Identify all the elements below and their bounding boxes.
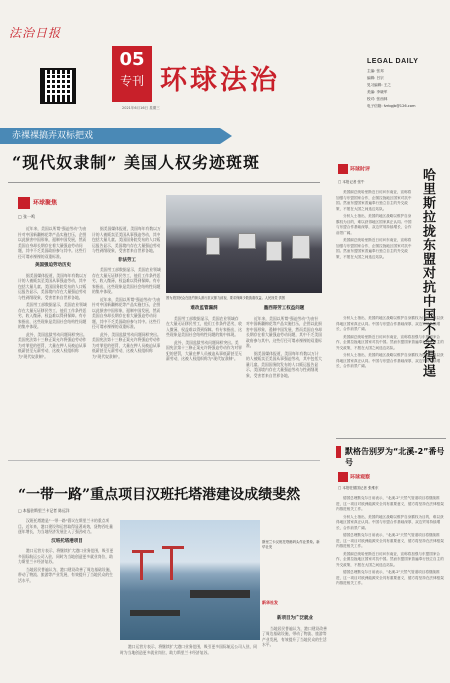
second-subhead: 汉班托塔港项目 bbox=[51, 538, 83, 544]
body-paragraph: 德国总理默克尔日前表示，"北溪-2"天然气管道项目将继续推进，这一项目对欧洲能源安全具有重要意义，德方将坚持在法律框架内推进相关工作。 bbox=[336, 570, 444, 585]
divider bbox=[8, 460, 320, 461]
divider bbox=[8, 182, 320, 183]
crane-shape bbox=[162, 546, 184, 549]
divider bbox=[336, 438, 446, 439]
commentary-text bbox=[336, 190, 414, 310]
body-paragraph: 据美国媒体报道，美国每年有数以万计的人被贩卖至美国从事强迫劳动，其中包括大量儿童。美国国务院发布的人口贩运报告显示，美国境内存在大量强迫劳动与性剥削现象，受害者来自世界各地。 bbox=[246, 350, 322, 378]
brief-text bbox=[336, 496, 446, 678]
staff-line: 编辑: 吕宗 bbox=[367, 76, 384, 80]
issue-badge bbox=[112, 46, 152, 102]
second-byline: □ 本报驻斯里兰卡记者 陈远洋 bbox=[18, 508, 70, 513]
masthead bbox=[0, 0, 450, 124]
crane-shape bbox=[170, 546, 173, 580]
brief-column-name bbox=[338, 472, 370, 482]
protest-sign bbox=[266, 241, 282, 261]
second-column-2 bbox=[120, 644, 260, 680]
brief-byline: □ 本报驻德国记者 张维东 bbox=[338, 486, 379, 490]
photo-caption: 图为美国民众在纽约街头游行抗议暴力歧视，要求保障少数族裔权益。人民视觉 供图 bbox=[166, 296, 285, 300]
body-paragraph: 分析人士指出，美国的地区战略以维护自身霸权为目的，难以获得地区国家真正认同。中国与东盟合作基础深厚，双边贸易持续增长，合作前景广阔。 bbox=[336, 214, 412, 235]
body-paragraph: 德国总理默克尔日前表示，"北溪-2"天然气管道项目将继续推进，这一项目对欧洲能源安全具有重要意义，德方将坚持在法律框架内推进相关工作。 bbox=[336, 533, 444, 548]
body-paragraph: 美国劳工部数据显示，美国农业领域存在大量无证移民劳工，他们工作条件恶劣，收入微薄，权益难以得到保障。有专家指出，这些现象是美国社会结构性问题的集中体现。 bbox=[92, 267, 161, 294]
body-paragraph: 分析人士指出，美国的地区战略以维护自身霸权为目的，难以获得地区国家真正认同。中国与东盟合作基础深厚，双边贸易持续增长，合作前景广阔。 bbox=[336, 353, 444, 368]
port-photo bbox=[120, 520, 260, 640]
lead-kicker: 赤裸裸搞弄双标把戏 bbox=[0, 128, 220, 144]
second-headline: “一带一路”重点项目汉班托塔港建设成绩斐然 bbox=[18, 487, 301, 503]
lead-column-2 bbox=[92, 226, 162, 476]
body-paragraph: 美国劳工部数据显示，美国农业领域存在大量无证移民劳工，他们工作条件恶劣，收入微薄，权益难以得到保障。有专家指出，这些现象是美国社会结构性问题的集中体现。 bbox=[18, 302, 87, 329]
issue-type: 专刊 bbox=[119, 74, 144, 88]
commentary-headline: 哈里斯拉拢东盟对抗中国不会得逞 bbox=[420, 168, 435, 378]
body-paragraph: 美国副总统哈里斯近日访问东南亚，宣称将加强与东盟国家合作，企图拉拢地区国家对抗中国。然而东盟国家普遍奉行独立自主的外交政策，不愿在大国之间选边站队。 bbox=[336, 238, 412, 259]
staff-line: 主编: 张邦 bbox=[367, 69, 384, 73]
body-paragraph: 美国副总统哈里斯近日访问东南亚，宣称将加强与东盟国家合作，企图拉拢地区国家对抗中国。然而东盟国家普遍奉行独立自主的外交政策，不愿在大国之间选边站队。 bbox=[336, 551, 444, 567]
body-paragraph: 此外，美国监狱劳动问题同样突出。美国宪法第十三修正案允许将强迫劳动作为对罪犯的惩罚，大量在押人员被迫从事低薪甚至无薪劳动，这被人权组织称为"现代奴隶制"。 bbox=[166, 339, 242, 361]
body-paragraph: 美国副总统哈里斯近日访问东南亚，宣称将加强与东盟国家合作，企图拉拢地区国家对抗中国。然而东盟国家普遍奉行独立自主的外交政策，不愿在大国之间选边站队。 bbox=[336, 334, 444, 350]
body-paragraph: 分析人士指出，美国的地区战略以维护自身霸权为目的，难以获得地区国家真正认同。中国与东盟合作基础深厚，双边贸易持续增长，合作前景广阔。 bbox=[336, 514, 444, 530]
protest-sign bbox=[238, 233, 256, 249]
column-mark-icon bbox=[338, 164, 348, 174]
staff-line: 校对: 张西林 bbox=[367, 97, 388, 101]
photo-credit: 新华社发 bbox=[262, 600, 278, 605]
body-paragraph: 德国总理默克尔日前表示，"北溪-2"天然气管道项目将继续推进，这一项目对欧洲能源安全具有重要意义，德方将坚持在法律框架内推进相关工作。 bbox=[336, 496, 444, 511]
protest-sign bbox=[292, 235, 310, 259]
column-name-text: 环球时评 bbox=[350, 166, 371, 173]
lead-subhead: 非法劳工 bbox=[118, 257, 136, 263]
lead-subhead: 美国强迫劳动历史 bbox=[35, 263, 71, 268]
body-paragraph: 近年来，美国以所谓"强迫劳动"为由针对中国新疆棉花等产品实施打压，企图以此损害中国形象，遏制中国发展，然而美国自身却长期存在着大量强迫劳动问题，其中不乏美国政府参与其中。这些行径可谓赤裸裸的双重标准。 bbox=[18, 226, 87, 259]
lead-column-name bbox=[18, 197, 57, 209]
second-column-1 bbox=[18, 518, 116, 678]
body-paragraph: 近年来，美国以所谓"强迫劳动"为由针对中国新疆棉花等产品实施打压，企图以此损害中国形象，遏制中国发展，然而美国自身却长期存在着大量强迫劳动问题，其中不乏美国政府参与其中。这些行径可谓赤裸裸的双重标准。 bbox=[92, 296, 161, 329]
lead-subhead: 墨西哥劳工权益问题 bbox=[263, 306, 305, 311]
ship-shape bbox=[130, 610, 180, 616]
body-paragraph: 港口运营方表示，将继续扩大港口业务范围，吸引更多国际航运公司入驻，同时为当地创造更多就业岗位，助力斯里兰卡经济复苏。 bbox=[120, 644, 258, 655]
lead-subhead: 难改监管漏洞 bbox=[190, 306, 218, 311]
legal-daily-label: LEGAL DAILY bbox=[367, 58, 419, 65]
body-paragraph: 分析人士指出，美国的地区战略以维护自身霸权为目的，难以获得地区国家真正认同。中国与东盟合作基础深厚，双边贸易持续增长，合作前景广阔。 bbox=[336, 316, 444, 331]
issue-date: 2021年6月16日 星期三 bbox=[122, 106, 160, 110]
body-paragraph: 此外，美国监狱劳动问题同样突出。美国宪法第十三修正案允许将强迫劳动作为对罪犯的惩罚，大量在押人员被迫从事低薪甚至无薪劳动，这被人权组织称为"现代奴隶制"。 bbox=[18, 331, 87, 359]
body-paragraph: 近年来，美国以所谓"强迫劳动"为由针对中国新疆棉花等产品实施打压，企图以此损害中国形象，遏制中国发展，然而美国自身却长期存在着大量强迫劳动问题，其中不乏美国政府参与其中。这些行径可谓赤裸裸的双重标准。 bbox=[246, 315, 322, 348]
column-name-text: 环球聚焦 bbox=[33, 199, 58, 207]
column-mark-icon bbox=[18, 197, 30, 209]
brief-headline: 默格告别罗为“北溪-2”番号号 bbox=[345, 447, 445, 467]
paper-name-logo: 法治日报 bbox=[9, 26, 62, 40]
body-paragraph: 当地居民普遍认为，港口建设改善了周边基础设施，带动了物流、旅游等产业发展，有效提升了当地民众的生活水平。 bbox=[262, 625, 327, 647]
staff-line: 见习编辑: 王之 bbox=[367, 83, 391, 87]
lead-byline: □ 张一鸣 bbox=[18, 214, 36, 219]
second-subhead: 新项目为广泛就业 bbox=[277, 616, 313, 621]
crane-shape bbox=[132, 550, 154, 553]
protest-photo bbox=[166, 195, 322, 293]
body-paragraph: 港口运营方表示，将继续扩大港口业务范围，吸引更多国际航运公司入驻，同时为当地创造更多就业岗位，助力斯里兰卡经济复苏。 bbox=[18, 548, 114, 564]
lead-column-1 bbox=[18, 226, 88, 476]
protest-sign bbox=[206, 237, 220, 255]
body-paragraph: 当地居民普遍认为，港口建设改善了周边基础设施，带动了物流、旅游等产业发展，有效提升了当地民众的生活水平。 bbox=[18, 566, 114, 583]
lead-headline: “现代奴隶制” 美国人权劣迹斑斑 bbox=[12, 153, 260, 172]
body-paragraph: 美国劳工部数据显示，美国农业领域存在大量无证移民劳工，他们工作条件恶劣，收入微薄，权益难以得到保障。有专家指出，这些现象是美国社会结构性问题的集中体现。 bbox=[166, 315, 242, 337]
staff-list bbox=[367, 68, 415, 110]
body-paragraph: 汉班托塔港是"一带一路"倡议在斯里兰卡的重点项目。近年来，港口建设和运营取得显著成效，货物吞吐量逐年增长，为当地经济发展注入了强劲动力。 bbox=[18, 518, 113, 534]
lead-column-4 bbox=[246, 302, 322, 450]
crane-shape bbox=[140, 550, 143, 580]
staff-line: 电子信箱: fzrbgjb@126.com bbox=[367, 104, 416, 108]
brief-mark-icon bbox=[336, 446, 341, 458]
body-paragraph: 美国副总统哈里斯近日访问东南亚，宣称将加强与东盟国家合作，企图拉拢地区国家对抗中国。然而东盟国家普遍奉行独立自主的外交政策，不愿在大国之间选边站队。 bbox=[336, 190, 412, 211]
issue-number: 05 bbox=[119, 49, 145, 70]
column-name-text: 环球观察 bbox=[350, 474, 371, 481]
staff-line: 美编: 李晓军 bbox=[367, 90, 388, 94]
commentary-column-name bbox=[338, 164, 370, 174]
body-paragraph: 此外，美国监狱劳动问题同样突出。美国宪法第十三修正案允许将强迫劳动作为对罪犯的惩罚，大量在押人员被迫从事低薪甚至无薪劳动，这被人权组织称为"现代奴隶制"。 bbox=[92, 331, 161, 359]
column-mark-icon bbox=[338, 472, 348, 482]
section-title: 环球法治 bbox=[160, 65, 280, 96]
second-column-3 bbox=[262, 612, 328, 678]
qr-code-icon bbox=[40, 68, 76, 104]
lead-column-3 bbox=[166, 302, 242, 450]
body-paragraph: 据美国媒体报道，美国每年有数以万计的人被贩卖至美国从事强迫劳动，其中包括大量儿童。美国国务院发布的人口贩运报告显示，美国境内存在大量强迫劳动与性剥削现象，受害者来自世界各地。 bbox=[18, 272, 87, 300]
ship-shape bbox=[190, 590, 250, 598]
body-paragraph: 据美国媒体报道，美国每年有数以万计的人被贩卖至美国从事强迫劳动，其中包括大量儿童。美国国务院发布的人口贩运报告显示，美国境内存在大量强迫劳动与性剥削现象，受害者来自世界各地。 bbox=[92, 226, 161, 253]
port-photo-caption: 斯里兰卡汉班托塔港码头作业景象。新华社发 bbox=[262, 540, 320, 549]
commentary-byline: □ 本报记者 张牛 bbox=[338, 180, 365, 184]
commentary-text-continued bbox=[336, 316, 446, 434]
